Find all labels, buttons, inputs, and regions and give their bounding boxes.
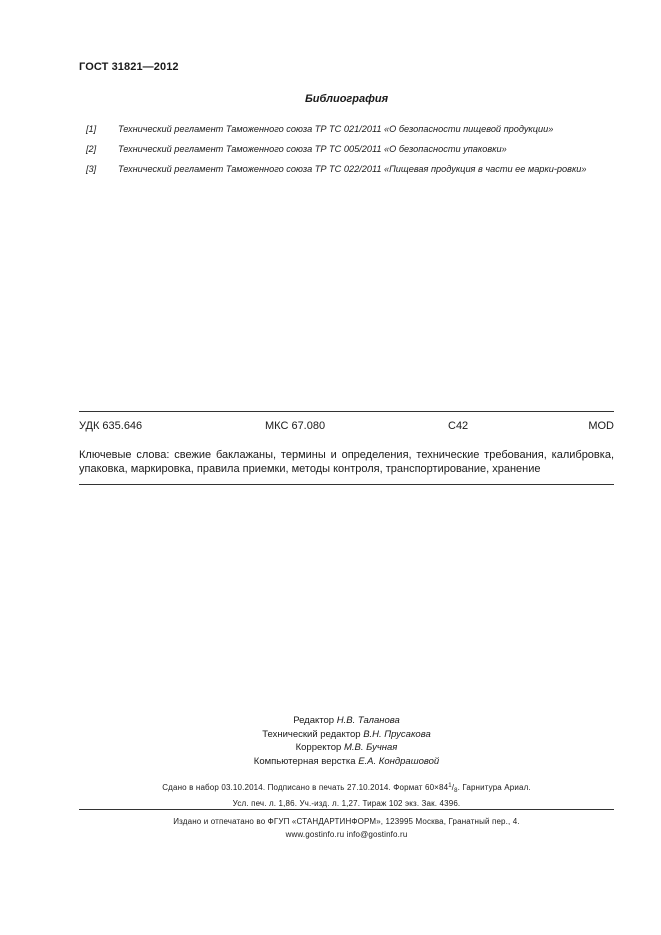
credit-name: Е.А. Кондрашовой	[358, 755, 440, 767]
credit-layout	[32, 755, 661, 769]
credit-tech-editor	[32, 728, 661, 742]
divider-footer	[79, 809, 614, 810]
bibliography-item-text: Технический регламент Таможенного союза ТР ТС 005/2011 «О безопасности упаковки»	[118, 144, 507, 154]
bibliography-item-text: Технический регламент Таможенного союза ТР ТС 021/2011 «О безопасности пищевой продукции»	[118, 124, 554, 134]
credit-name: Н.В. Таланова	[336, 715, 400, 726]
format-numerator: 1	[448, 783, 452, 789]
credit-corrector	[32, 741, 661, 755]
divider-top	[79, 411, 614, 412]
bibliography-item	[86, 143, 606, 155]
bibliography-item	[86, 163, 606, 175]
bibliography-item	[86, 123, 606, 135]
publisher-info	[0, 816, 661, 841]
print-info-text: . Гарнитура Ариал.	[457, 783, 531, 792]
okp-code: С42	[448, 420, 469, 432]
bibliography-item-number: [3]	[86, 164, 97, 174]
publisher-line-1: Издано и отпечатано во ФГУП «СТАНДАРТИНФОРМ», 123995 Москва, Гранатный пер., 4.	[173, 817, 520, 826]
mks-code: МКС 67.080	[265, 420, 326, 432]
classification-row	[79, 420, 614, 434]
document-title: ГОСТ 31821—2012	[79, 61, 179, 73]
print-info-line-2: Усл. печ. л. 1,86. Уч.-изд. л. 1,27. Тираж 102 экз. Зак. 4396.	[232, 798, 461, 808]
credit-name: В.Н. Прусакова	[363, 728, 431, 740]
credit-role: Редактор	[293, 715, 335, 726]
print-info-text: Сдано в набор 03.10.2014. Подписано в печать 27.10.2014. Формат 60×84	[162, 783, 449, 792]
print-info-line-1: Сдано в набор 03.10.2014. Подписано в печать 27.10.2014. Формат $60\times 84^1/_8$. Гарнитура Ариал.	[162, 783, 531, 794]
mod-marker: MOD	[588, 420, 614, 432]
divider-bottom	[79, 484, 614, 485]
udk-code: УДК 635.646	[79, 420, 143, 432]
credit-role: Компьютерная верстка	[253, 755, 356, 767]
keywords: Ключевые слова: свежие баклажаны, термины и определения, технические требования, калибровка, упаковка, маркировка, правила приемки, методы контроля, транспортирование, хранение	[79, 449, 614, 475]
bibliography-item-number: [1]	[86, 124, 97, 134]
credit-name: М.В. Бучная	[343, 742, 398, 753]
print-info	[0, 780, 661, 810]
bibliography-item-number: [2]	[86, 144, 97, 154]
format-denominator: 8	[454, 788, 458, 794]
credit-editor	[32, 714, 661, 728]
bibliography-heading: Библиография	[304, 93, 389, 105]
credit-role: Технический редактор	[262, 728, 361, 740]
bibliography-item-text: Технический регламент Таможенного союза ТР ТС 022/2011 «Пищевая продукция в части ее марки-ровки»	[118, 164, 587, 174]
credit-role: Корректор	[295, 742, 342, 753]
credits-block	[0, 714, 661, 768]
publisher-line-2: www.gostinfo.ru info@gostinfo.ru	[285, 829, 408, 839]
